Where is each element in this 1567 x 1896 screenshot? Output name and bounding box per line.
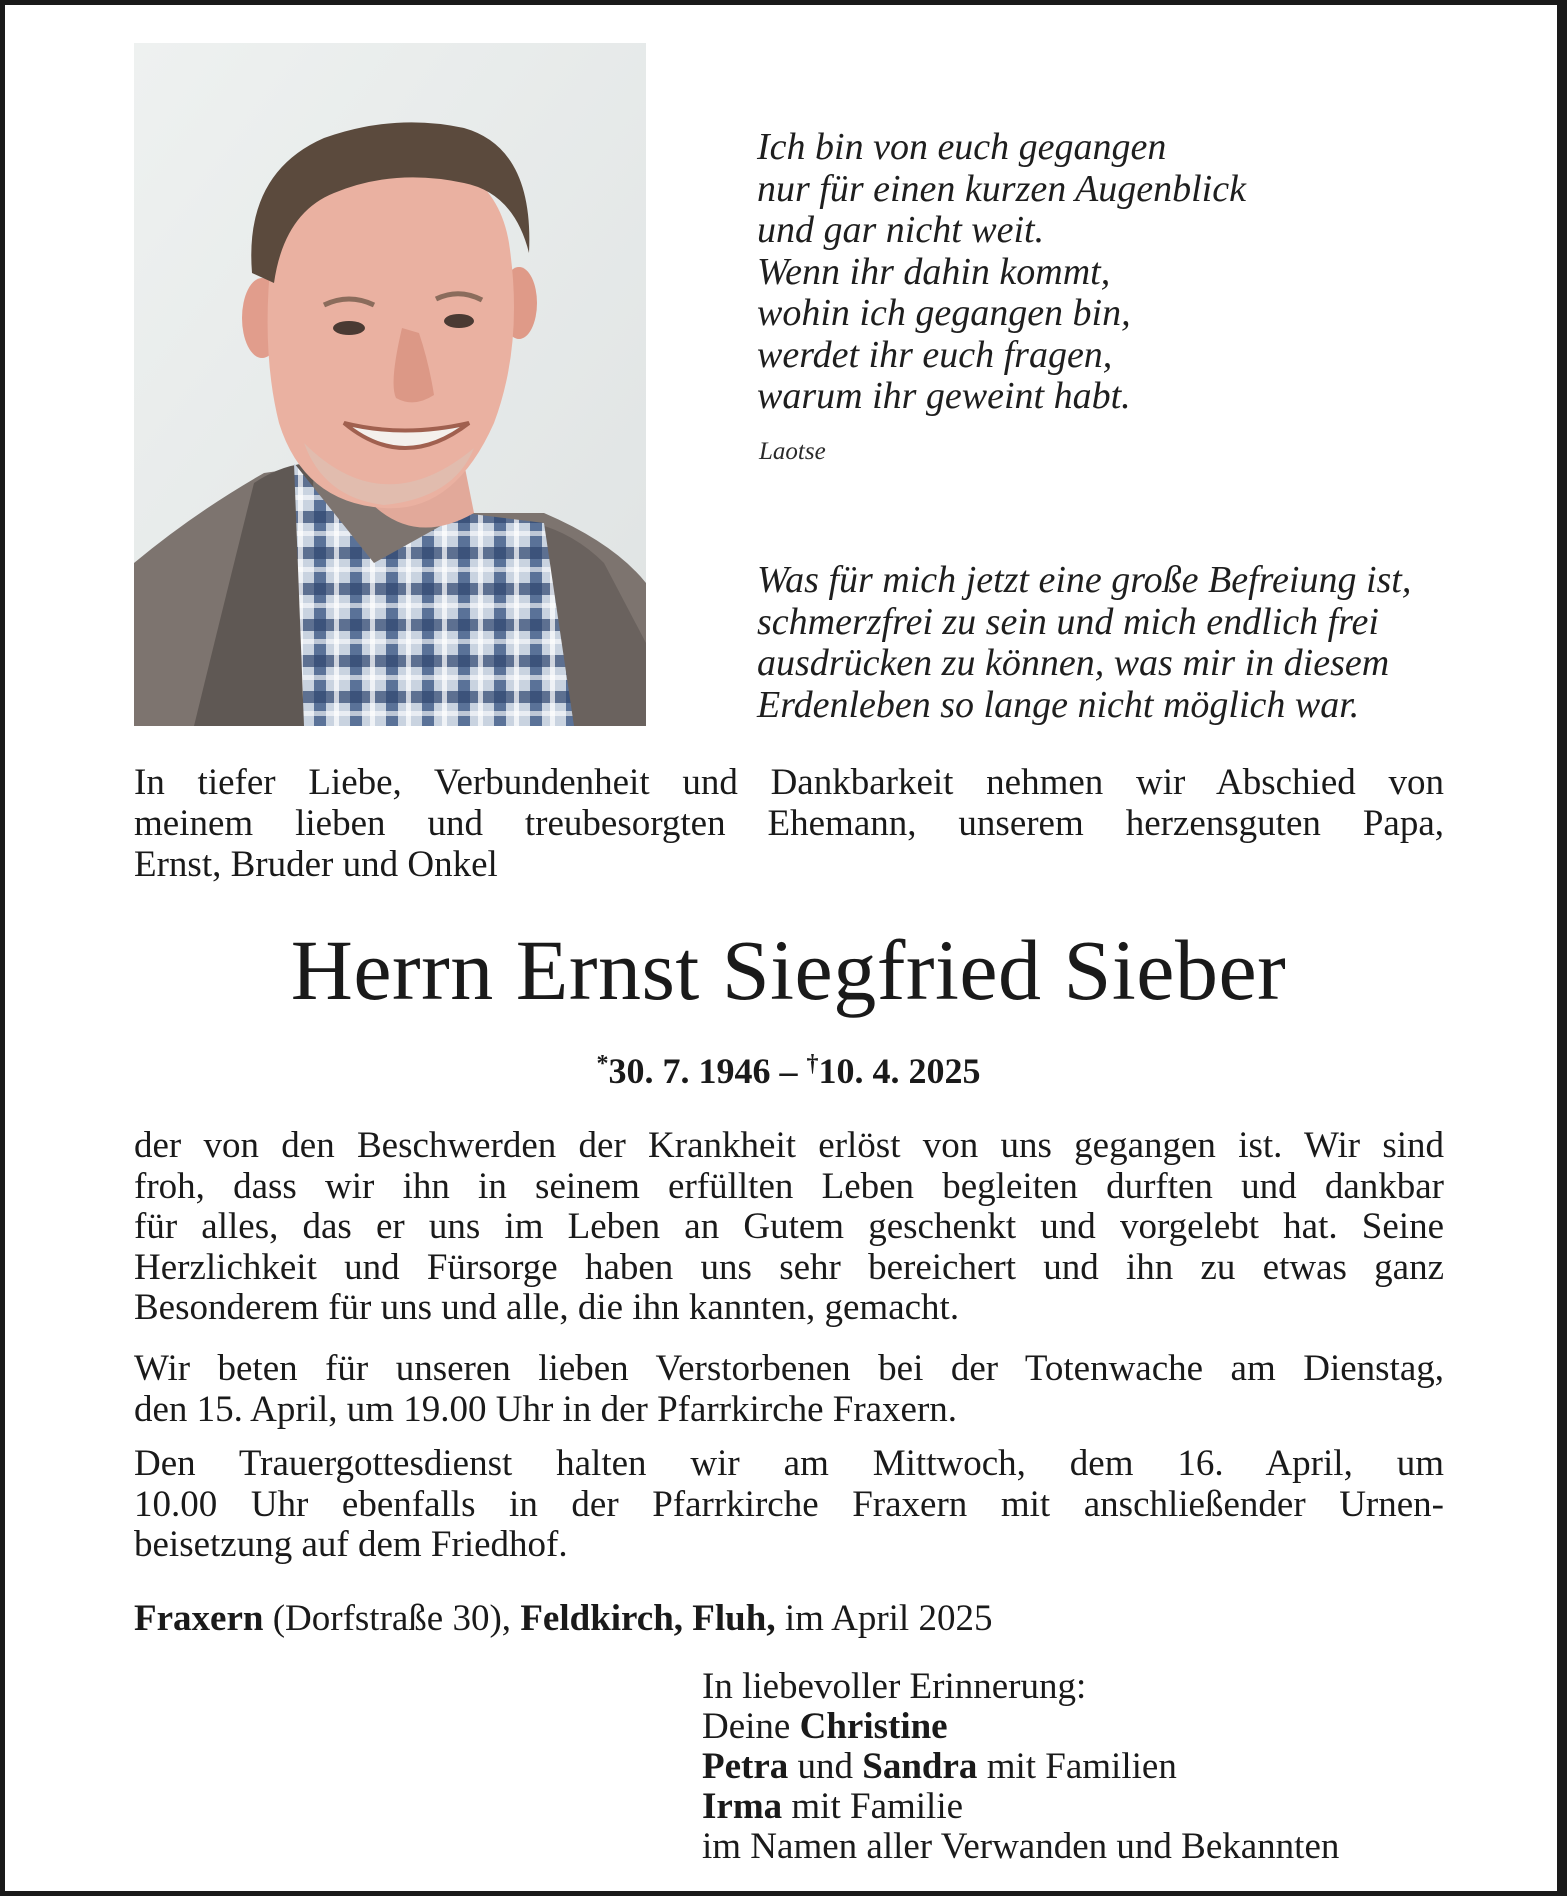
life-dates [5,1050,1567,1092]
birth-date: 30. 7. 1946 [608,1051,771,1091]
place-and-date [134,1597,992,1640]
place-town: Fraxern [134,1598,264,1639]
intro-line: In tiefer Liebe, Verbundenheit und Dankbarkeit nehmen wir Abschied von [134,762,1444,803]
place-address: (Dorfstraße 30), [272,1598,512,1639]
quote-line: ausdrücken zu können, was mir in diesem [757,642,1390,684]
signature-text: mit Familie [791,1786,964,1827]
deceased-name: Herrn Ernst Siegfried Sieber [290,922,1287,1018]
quote-line: Erdenleben so lange nicht möglich war. [757,683,1360,726]
personal-quote [757,560,1517,726]
signature-text: und [797,1746,854,1787]
place-towns: Feldkirch, Fluh, [520,1598,776,1639]
body-line: Den Trauergottesdienst halten wir am Mittwoch, dem 16. April, um [134,1443,1444,1484]
poem-line: und gar nicht weit. [757,209,1045,251]
intro-line: Ernst, Bruder und Onkel [134,844,498,885]
poem-line: werdet ihr euch fragen, [757,333,1113,376]
signature-line [702,1787,1339,1827]
poem-line: Ich bin von euch gegangen [757,126,1167,168]
body-line: den 15. April, um 19.00 Uhr in der Pfarrkirche Fraxern. [134,1388,958,1430]
signature-name: Petra [702,1746,789,1787]
portrait-photo [134,43,646,726]
body-line: Besonderem für uns und alle, die ihn kannten, gemacht. [134,1287,960,1328]
body-paragraph-3 [134,1444,1444,1566]
poem-line: warum ihr geweint habt. [757,375,1131,417]
death-date: 10. 4. 2025 [818,1051,981,1091]
body-line: 10.00 Uhr ebenfalls in der Pfarrkirche Fraxern mit anschließender Urnen- [134,1483,1444,1525]
signature-line: im Namen aller Verwanden und Bekannten [702,1826,1340,1867]
signature-name: Sandra [862,1746,978,1787]
quote-line: Was für mich jetzt eine große Befreiung ist, [757,559,1412,601]
poem-author: Laotse [759,438,826,465]
signature-name: Irma [702,1786,783,1827]
body-line: froh, dass wir ihn in seinem erfüllten Leben begleiten durften und dankbar [134,1165,1444,1207]
place-date: im April 2025 [784,1598,993,1639]
body-paragraph-2 [134,1349,1444,1430]
body-line: Wir beten für unseren lieben Verstorbenen bei der Totenwache am Dienstag, [134,1348,1444,1389]
birth-symbol: * [596,1051,609,1077]
date-separator: – [779,1051,798,1091]
poem-line: Wenn ihr dahin kommt, [757,250,1111,293]
signature-heading: In liebevoller Erinnerung: [702,1666,1087,1707]
body-line: Herzlichkeit und Fürsorge haben uns sehr bereichert und ihn zu etwas ganz [134,1246,1444,1288]
signature-text: Deine [702,1706,791,1747]
portrait-illustration [134,43,646,726]
death-symbol: † [806,1051,819,1077]
body-line: beisetzung auf dem Friedhof. [134,1524,568,1565]
signature-line [702,1707,1339,1747]
signature-text: mit Familien [986,1746,1177,1787]
intro-text [134,762,1444,885]
poem-line: nur für einen kurzen Augenblick [757,167,1246,210]
intro-line: meinem lieben und treubesorgten Ehemann, unserem herzensguten Papa, [134,803,1444,844]
body-line: der von den Beschwerden der Krankheit erlöst von uns gegangen ist. Wir sind [134,1125,1444,1166]
body-paragraph-1 [134,1126,1444,1329]
signature-block [702,1667,1339,1867]
signature-line [702,1747,1339,1787]
signature-name: Christine [799,1706,948,1747]
quote-line: schmerzfrei zu sein und mich endlich frei [757,600,1379,643]
poem-line: wohin ich gegangen bin, [757,292,1131,334]
body-line: für alles, das er uns im Leben an Gutem geschenkt und vorgelebt hat. Seine [134,1206,1444,1247]
poem [757,127,1517,418]
